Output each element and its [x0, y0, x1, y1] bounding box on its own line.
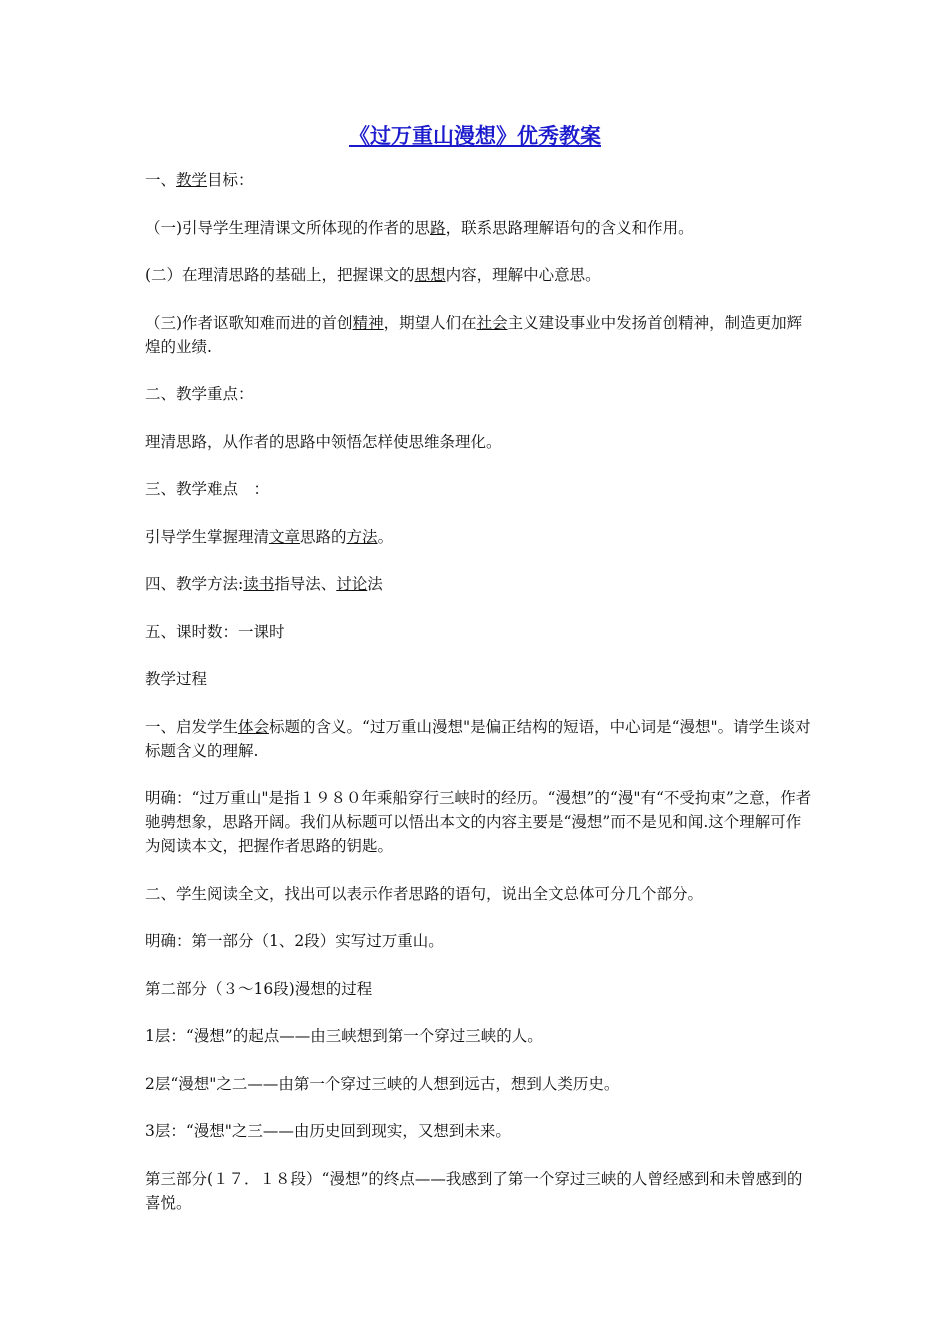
paragraph-text: 一、 [145, 171, 177, 189]
paragraph-text: 内容，理解中心意思。 [445, 266, 601, 284]
inline-link[interactable]: 路 [430, 218, 446, 237]
paragraph-text: 主义建设事业中发扬首创精神，制造更加辉煌的业绩. [145, 313, 803, 356]
paragraph-text: 引导学生掌握理清 [145, 527, 270, 546]
paragraph-text: 明确：第一部分（1、2段）实写过万重山。 [145, 932, 444, 950]
inline-link[interactable]: 精神 [352, 313, 384, 332]
paragraph-text: 第二部分（３～16段)漫想的过程 [145, 979, 373, 998]
document-title [0, 121, 950, 151]
paragraph-text: 法 [367, 575, 383, 593]
inline-link[interactable]: 思想 [414, 266, 446, 284]
paragraph [145, 620, 815, 644]
paragraph [145, 786, 815, 858]
paragraph [145, 168, 815, 192]
paragraph-text: ，联系思路理解语句的含义和作用。 [445, 218, 694, 237]
paragraph-text: (二）在理清思路的基础上，把握课文的 [145, 266, 415, 284]
paragraph-text: 理清思路，从作者的思路中领悟怎样使思维条理化。 [145, 432, 502, 451]
paragraph [145, 715, 815, 763]
paragraph-text: 第三部分(１７．１８段）“漫想”的终点——我感到了第一个穿过三峡的人曾经感到和未曾感到的喜悦。 [145, 1169, 803, 1212]
paragraph [145, 430, 815, 454]
paragraph-text: （三)作者讴歌知难而进的首创 [145, 313, 353, 332]
paragraph-text: 2层“漫想"之二——由第一个穿过三峡的人想到远古，想到人类历史。 [145, 1074, 620, 1093]
paragraph [145, 477, 815, 501]
paragraph [145, 977, 815, 1001]
title-link[interactable]: 《过万重山漫想》优秀教案 [349, 123, 601, 148]
paragraph-text: 三、教学难点 ： [145, 480, 270, 498]
paragraph-text: 。 [377, 527, 394, 546]
paragraph-text: 思路的 [300, 527, 347, 546]
paragraph-text: 1层：“漫想”的起点——由三峡想到第一个穿过三峡的人。 [145, 1027, 543, 1045]
paragraph-text: 明确：“过万重山"是指１９８０年乘船穿行三峡时的经历。“漫想”的“漫"有“不受拘束”之意，作者驰骋想象，思路开阔。我们从标题可以悟出本文的内容主要是“漫想”而不是见和闻.这个理解可作为阅读本文，把握作者思路的钥匙。 [145, 789, 812, 855]
paragraph [145, 1167, 815, 1215]
paragraph-text: 二、学生阅读全文，找出可以表示作者思路的语句，说出全文总体可分几个部分。 [145, 884, 704, 903]
paragraph [145, 1072, 815, 1096]
inline-link[interactable]: 文章 [269, 527, 301, 546]
paragraph-text: 二、教学重点： [145, 385, 254, 403]
document-body [145, 168, 815, 1238]
inline-link[interactable]: 方法 [346, 527, 378, 546]
paragraph [145, 1119, 815, 1143]
paragraph [145, 263, 815, 287]
paragraph-text: 指导法、 [274, 575, 337, 593]
paragraph [145, 882, 815, 906]
paragraph [145, 382, 815, 406]
paragraph [145, 311, 815, 359]
inline-link[interactable]: 教学 [176, 171, 208, 189]
inline-link[interactable]: 体会 [238, 717, 270, 736]
paragraph-text: 五、课时数：一课时 [145, 622, 285, 641]
paragraph-text: （一)引导学生理清课文所体现的作者的思 [145, 218, 431, 237]
paragraph-text: ，期望人们在 [383, 313, 477, 332]
paragraph [145, 667, 815, 691]
paragraph [145, 525, 815, 549]
inline-link[interactable]: 社会 [476, 313, 508, 332]
paragraph-text: 四、教学方法: [145, 575, 244, 593]
paragraph-text: 目标： [207, 171, 254, 189]
inline-link[interactable]: 讨论 [336, 575, 368, 593]
paragraph [145, 572, 815, 596]
paragraph-text: 教学过程 [145, 670, 208, 688]
paragraph [145, 1024, 815, 1048]
inline-link[interactable]: 读书 [243, 575, 275, 593]
paragraph-text: 3层：“漫想"之三——由历史回到现实，又想到未来。 [145, 1122, 511, 1140]
paragraph-text: 标题的含义。“过万重山漫想"是偏正结构的短语，中心词是“漫想"。请学生谈对标题含义的理解. [145, 717, 811, 760]
paragraph [145, 929, 815, 953]
paragraph-text: 一、启发学生 [145, 717, 239, 736]
paragraph [145, 216, 815, 240]
